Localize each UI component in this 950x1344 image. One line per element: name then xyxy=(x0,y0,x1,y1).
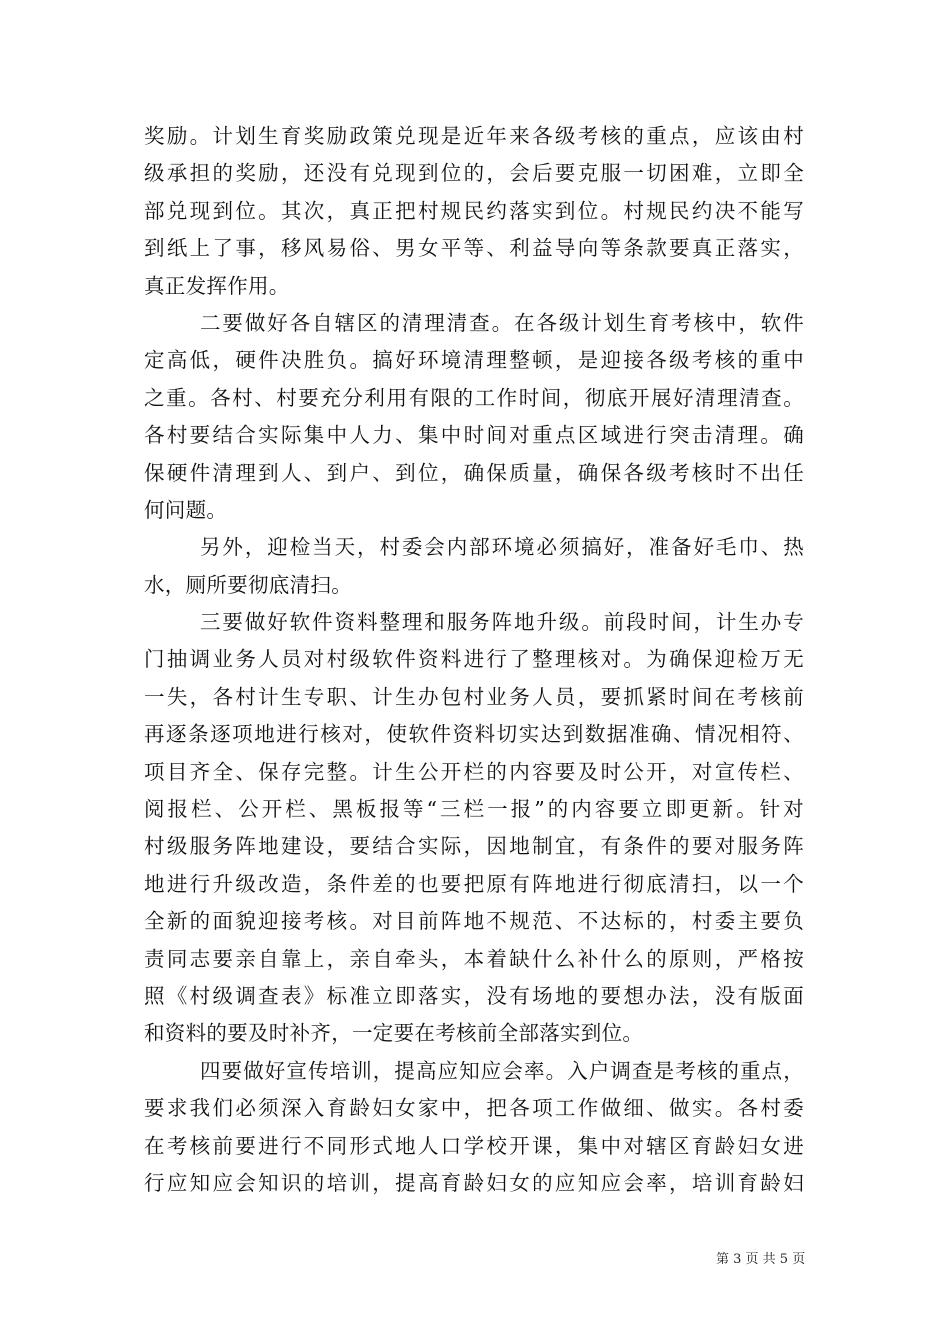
text-line: 另外，迎检当天，村委会内部环境必须搞好，准备好毛巾、热 xyxy=(200,535,804,560)
text-line: 项目齐全、保存完整。计生公开栏的内容要及时公开，对宣传栏、 xyxy=(144,759,804,784)
text-line: 再逐条逐项地进行核对，使软件资料切实达到数据准确、情况相符、 xyxy=(144,722,804,747)
text-line: 何问题。 xyxy=(144,497,228,522)
text-line: 到纸上了事，移风易俗、男女平等、利益导向等条款要真正落实， xyxy=(144,236,804,261)
page-number-footer xyxy=(716,1248,805,1267)
text-line: 一失，各村计生专职、计生办包村业务人员，要抓紧时间在考核前 xyxy=(144,684,804,709)
text-line: 各村要结合实际集中人力、集中时间对重点区域进行突击清理。确 xyxy=(144,423,804,448)
text-line: 地进行升级改造，条件差的也要把原有阵地进行彻底清扫，以一个 xyxy=(144,871,804,896)
text-line: 二要做好各自辖区的清理清查。在各级计划生育考核中，软件 xyxy=(200,310,804,335)
text-line: 定高低，硬件决胜负。搞好环境清理整顿，是迎接各级考核的重中 xyxy=(144,348,804,373)
page-number-text: 第 3 页 共 5 页 xyxy=(716,1252,806,1267)
text-line: 要求我们必须深入育龄妇女家中，把各项工作做细、做实。各村委 xyxy=(144,1096,804,1121)
text-line: 和资料的要及时补齐，一定要在考核前全部落实到位。 xyxy=(144,1021,644,1046)
text-line: 水，厕所要彻底清扫。 xyxy=(144,572,352,597)
text-line: 级承担的奖励，还没有兑现到位的，会后要克服一切困难，立即全 xyxy=(144,161,804,186)
text-line: 部兑现到位。其次，真正把村规民约落实到位。村规民约决不能写 xyxy=(144,198,804,223)
text-line: 保硬件清理到人、到户、到位，确保质量，确保各级考核时不出任 xyxy=(144,460,804,485)
text-line: 在考核前要进行不同形式地人口学校开课，集中对辖区育龄妇女进 xyxy=(144,1133,804,1158)
document-body xyxy=(144,118,804,1202)
text-line: 奖励。计划生育奖励政策兑现是近年来各级考核的重点，应该由村 xyxy=(144,124,804,148)
text-line: 之重。各村、村要充分利用有限的工作时间，彻底开展好清理清查。 xyxy=(144,385,804,410)
text-line: 门抽调业务人员对村级软件资料进行了整理核对。为确保迎检万无 xyxy=(144,647,804,672)
text-line: 四要做好宣传培训，提高应知应会率。入户调查是考核的重点， xyxy=(200,1058,804,1083)
text-line: 全新的面貌迎接考核。对目前阵地不规范、不达标的，村委主要负 xyxy=(144,909,804,934)
text-line: 三要做好软件资料整理和服务阵地升级。前段时间，计生办专 xyxy=(200,610,804,635)
text-line: 责同志要亲自靠上，亲自牵头，本着缺什么补什么的原则，严格按 xyxy=(144,946,804,971)
text-line: 行应知应会知识的培训，提高育龄妇女的应知应会率，培训育龄妇 xyxy=(144,1170,804,1195)
text-line: 真正发挥作用。 xyxy=(144,273,290,298)
text-line: 阅报栏、公开栏、黑板报等“三栏一报”的内容要立即更新。针对 xyxy=(144,797,804,822)
text-line: 村级服务阵地建设，要结合实际，因地制宜，有条件的要对服务阵 xyxy=(144,834,804,859)
text-line: 照《村级调查表》标准立即落实，没有场地的要想办法，没有版面 xyxy=(144,983,804,1008)
